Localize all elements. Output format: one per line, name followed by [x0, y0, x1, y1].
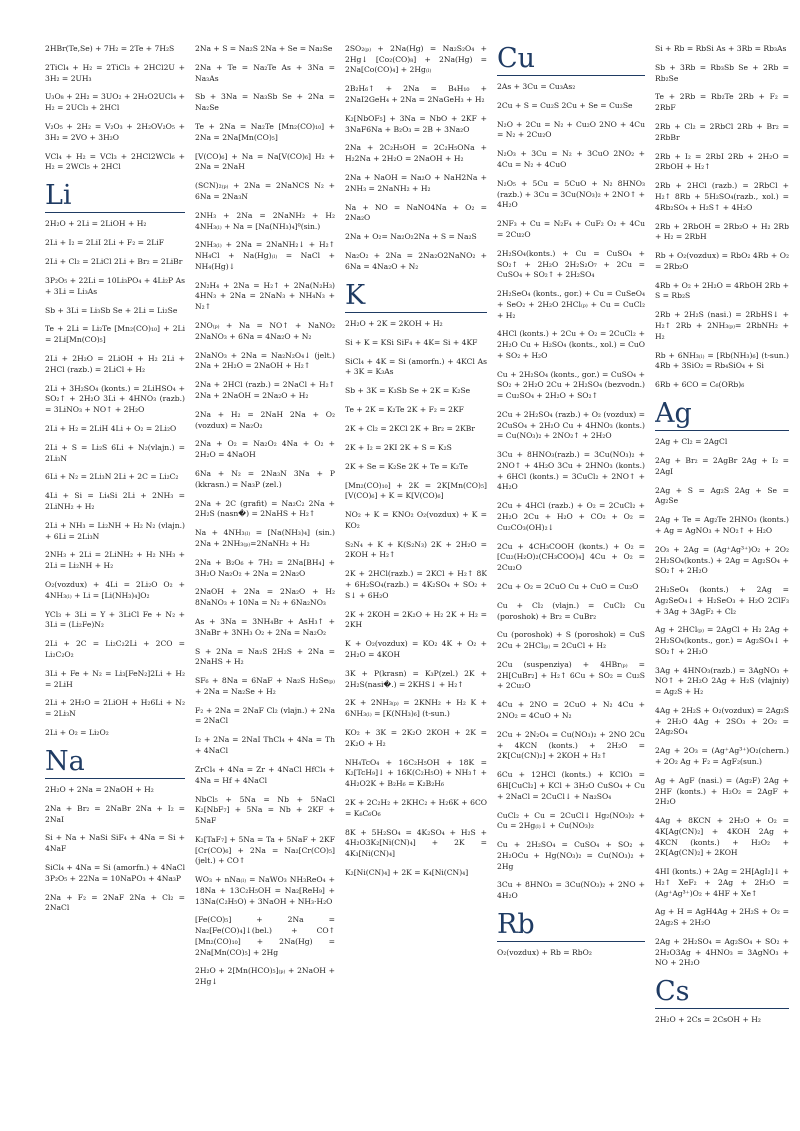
reaction-equation: 2Na + O₂= Na₂O₂2Na + S = Na₂S	[345, 232, 477, 242]
reaction-equation: 4HI (konts.) + 2Ag = 2H[AgI₂]↓ + H₂↑ XeF₂ + 2Ag + 2H₂O = (Ag⁺Ag³⁺)O₂ + 4HF + Xe↑	[655, 867, 789, 898]
reaction-equation: 2Na + S = Na₂S 2Na + Se = Na₂Se	[195, 44, 333, 53]
reaction-equation: Sb + 3Na = Na₃Sb Se + 2Na = Na₂Se	[195, 92, 335, 113]
reaction-equation: Te + 2K = K₂Te 2K + F₂ = 2KF	[345, 405, 464, 415]
reaction-equation: 4Li + Si = Li₄Si 2Li + 2NH₃ = 2LiNH₂ + H₂	[45, 491, 185, 511]
reaction-equation: 8K + 5H₂SO₄ = 4K₂SO₄ + H₂S + 4H₂O3K₂[Ni(CN)₄] + 2K = 4K₃[Ni(CN)₄]	[345, 827, 487, 858]
reaction-equation: N₂O₅ + 5Cu = 5CuO + N₂ 8HNO₃ (razb.) + 3Cu = 3Cu(NO₃)₂ + 2NO↑ + 4H₂O	[497, 178, 645, 210]
reaction-equation: Si + Rb = RbSi As + 3Rb = Rb₃As	[655, 44, 787, 53]
reaction-equation: Rb + O₂(vozdux) = RbO₂ 4Rb + O₂ = 2Rb₂O	[655, 251, 789, 271]
reaction-equation: 2Li + H₂ = 2LiH 4Li + O₂ = 2Li₂O	[45, 423, 177, 433]
reaction-equation: 2K + Cl₂ = 2KCl 2K + Br₂ = 2KBr	[345, 423, 475, 433]
element-heading: Rb	[497, 910, 645, 942]
reaction-equation: ZrCl₄ + 4Na = Zr + 4NaCl HfCl₄ + 4Na = Hf + 4NaCl	[195, 764, 335, 785]
reaction-equation: 2Na + F₂ = 2NaF 2Na + Cl₂ = 2NaCl	[45, 892, 185, 913]
reaction-equation: 2NO₍ₚ₎ + Na = NO↑ + NaNO₂ 2NaNO₃ + 6Na = 4Na₂O + N₂	[195, 321, 335, 341]
reaction-equation: 2Na + 2HCl (razb.) = 2NaCl + H₂↑ 2Na + 2NaOH = 2Na₂O + H₂	[195, 380, 335, 400]
reaction-equation: 2NF₃ + Cu = N₂F₄ + CuF₂ O₂ + 4Cu = 2Cu₂O	[497, 219, 645, 239]
reaction-equation: F₂ + 2Na = 2NaF Cl₂ (vlajn.) + 2Na = 2NaCl	[195, 705, 335, 726]
reaction-equation: 2H₂O + 2[Mn(HCO)₅]₍ₚ₎ + 2NaOH + 2Hg↓	[195, 966, 335, 987]
reaction-equation: YCl₃ + 3Li = Y + 3LiCl Fe + N₂ + 3Li = (Li₂Fe)N₂	[45, 609, 185, 630]
reaction-equation: N₂O + 2Cu = N₂ + Cu₂O 2NO + 4Cu = N₂ + 2Cu₂O	[497, 119, 645, 140]
reaction-equation: 3Li + Fe + N₂ = Li₃[FeN₂]2Li + H₂ = 2LiH	[45, 668, 185, 689]
reaction-equation: 2Li + S = Li₂S 6Li + N₂(vlajn.) = 2Li₃N	[45, 442, 185, 463]
reaction-equation: As + 3Na = 3NH₄Br + AsH₃↑ + 3NaBr + 3NH₃ O₂ + 2Na = Na₂O₂	[195, 616, 335, 637]
reaction-equation: 2Ag + Te = Ag₂Te 2HNO₃ (konts.) + Ag = AgNO₃ + NO₂↑ + H₂O	[655, 515, 789, 535]
reaction-equation: 2Rb + 2RbOH = 2Rb₂O + H₂ 2Rb + H₂ = 2RbH	[655, 221, 789, 242]
reaction-equation: S₂N₄ + K + K(S₂N₃) 2K + 2H₂O = 2KOH + H₂↑	[345, 539, 487, 560]
reaction-equation: 4Rb + O₂ + 2H₂O = 4RbOH 2Rb + S = Rb₂S	[655, 280, 789, 301]
reaction-equation: K₂[NbOF₅] + 3Na = NbO + 2KF + 3NaF6Na + B₂O₃ = 2B + 3Na₂O	[345, 113, 487, 134]
reaction-equation: SiCl₄ + 4Na = Si (amorfn.) + 4NaCl 3P₂O₅ + 22Na = 10NaPO₃ + 4Na₃P	[45, 863, 185, 883]
reaction-equation: 4Ag + 2H₂S + O₂(vozdux) = 2Ag₂S + 2H₂O 4Ag + 2SO₃ + 2O₂ = 2Ag₂SO₄	[655, 705, 789, 737]
reaction-equation: 4Ag + 8KCN + 2H₂O + O₂ = 4K[Ag(CN)₂] + 4KOH 2Ag + 4KCN (konts.) + H₂O₂ + 2K[Ag(CN)₂] + 2KOH	[655, 816, 789, 858]
reaction-equation: 2Na + Br₂ = 2NaBr 2Na + I₂ = 2NaI	[45, 803, 185, 824]
reaction-equation: Si + Na + NaSi SiF₄ + 4Na = Si + 4NaF	[45, 833, 185, 854]
reaction-equation: SF₆ + 8Na = 6NaF + Na₂S H₂Se₍ₚ₎ + 2Na = Na₂Se + H₂	[195, 676, 335, 696]
reaction-equation: 2Li + O₂ = Li₂O₂	[45, 728, 109, 738]
reaction-equation: NO₂ + K = KNO₂ O₂(vozdux) + K = KO₂	[345, 510, 487, 530]
reaction-equation: K₂[Ni(CN)₄] + 2K = K₄[Ni(CN)₄]	[345, 867, 469, 877]
reaction-equation: Cu + 2H₂SO₄ = CuSO₄ + SO₂ + 2H₂OCu + Hg(NO₃)₂ = Cu(NO₃)₂ + 2Hg	[497, 840, 645, 871]
reaction-equation: 2H₂O + 2K = 2KOH + H₂	[345, 318, 443, 328]
reaction-equation: 2NaOH + 2Na = 2Na₂O + H₂ 8NaNO₃ + 10Na = N₂ + 6Na₂NO₃	[195, 587, 335, 608]
reaction-equation: 2Cu + S = Cu₂S 2Cu + Se = Cu₂Se	[497, 100, 633, 110]
element-heading: Cs	[655, 977, 789, 1009]
reaction-equation: 2N₂H₄ + 2Na = H₂↑ + 2Na(N₂H₃) 4HN₃ + 2Na = 2NaN₃ + NH₄N₃ + N₂↑	[195, 280, 335, 312]
reaction-equation: Ag + AgF (nasі.) = (Ag₂F) 2Ag + 2HF (konts.) + H₂O₂ = 2AgF + 2H₂O	[655, 775, 789, 807]
text-column	[497, 44, 645, 1131]
reaction-equation: [Fe(CO)₅] + 2Na = Na₂[Fe(CO)₄]↓(bel.) + CO↑ [Mn₂(CO)₁₀] + 2Na(Hg) = 2Na[Mn(CO)₅] + 2Hg	[195, 915, 335, 957]
element-heading: Li	[45, 181, 185, 213]
reaction-equation: 2Cu + O₂ = 2CuO Cu + CuO = Cu₂O	[497, 581, 639, 591]
element-heading: Ag	[655, 399, 789, 431]
reaction-equation: Cu + 2H₂SO₄ (konts., gor.) = CuSO₄ + SO₂ + 2H₂O 2Cu + 2H₂SO₄ (bezvodn.) = Cu₂SO₄ + 2H₂O + SO₂↑	[497, 369, 645, 401]
reaction-equation: Na₂O₂ + 2Na = 2Na₂O2NaNO₂ + 6Na = 4Na₂O + N₂	[345, 251, 487, 271]
reaction-equation: 2K + 2KOH = 2K₂O + H₂ 2K + H₂ = 2KH	[345, 609, 487, 630]
reaction-equation: 2Rb + 2H₂S (nasі.) = 2RbHS↓ + H₂↑ 2Rb + 2NH₃₍ₚ₎= 2RbNH₂ + H₂	[655, 310, 789, 341]
reaction-equation: Si + K = KSi SiF₄ + 4K= Si + 4KF	[345, 337, 478, 347]
reaction-equation: Ag + H = AgH4Ag + 2H₂S + O₂ = 2Ag₂S + 2H₂O	[655, 907, 789, 928]
reaction-equation: U₃O₈ + 2H₂ = 3UO₂ + 2H₂O2UCl₄ + H₂ = 2UCl₃ + 2HCl	[45, 92, 185, 113]
reaction-equation: 2Rb + Cl₂ = 2RbCl 2Rb + Br₂ = 2RbBr	[655, 122, 789, 142]
reaction-equation: 2Li + 2H₂O = 2LiOH + H₂ 2Li + 2HCl (razb.) = 2LiCl + H₂	[45, 354, 185, 374]
element-heading: Na	[45, 747, 185, 779]
reaction-equation: 2Na + 2C (grafit) = Na₂C₂ 2Na + 2H₂S (nasn�) = 2NaHS + H₂↑	[195, 498, 335, 519]
reaction-equation: 2Na + 2C₂H₅OH = 2C₂H₅ONa + H₂2Na + 2H₂O = 2NaOH + H₂	[345, 143, 487, 164]
reaction-equation: 2HBr(Te,Se) + 7H₂ = 2Te + 7H₂S	[45, 44, 175, 53]
reaction-equation: 2Li + 3H₂SO₄ (konts.) = 2LiHSO₄ + SO₂↑ + 2H₂O 3Li + 4HNO₃ (razb.) = 3LiNO₃ + NO↑ + 2H₂O	[45, 383, 185, 415]
text-column	[195, 44, 335, 1131]
text-column	[345, 44, 487, 1131]
reaction-equation: Na + 4NH₃₍ₗ₎ = [Na(NH₃)₄] (sin.) 2Na + 2NH₃₍ₚ₎=2NaNH₂ + H₂	[195, 528, 335, 548]
reaction-equation: Cu + Cl₂ (vlajn.) = CuCl₂ Cu (poroshok) + Br₂ = CuBr₂	[497, 600, 645, 621]
reaction-equation: 2H₂SeO₄ (konts., gor.) + Cu = CuSeO₄ + SeO₂ + 2H₂O 2HCl₍ₚ₎ + Cu = CuCl₂ + H₂	[497, 289, 645, 320]
reaction-equation: 2Ag + S = Ag₂S 2Ag + Se = Ag₂Se	[655, 485, 789, 506]
reaction-equation: 2Rb + 2HCl (razb.) = 2RbCl + H₂↑ 8Rb + 5H₂SO₄(razb., xol.) = 4Rb₂SO₄ + H₂S↑ + 4H₂O	[655, 181, 789, 212]
reaction-equation: SiCl₄ + 4K = Si (amorfn.) + 4KCl As + 3K = K₃As	[345, 356, 487, 377]
reaction-equation: O₂(vozdux) + 4Li = 2Li₂O O₂ + 4NH₃₍ₗ₎ + Li = [Li(NH₃)₄]O₂	[45, 580, 185, 600]
reaction-equation: K₂[TaF₇] + 5Na = Ta + 5NaF + 2KF [Cr(CO)₆] + 2Na = Na₂[Cr(CO)₅] (jelt.) + CO↑	[195, 834, 335, 866]
reaction-equation: 2NH₃ + 2Na = 2NaNH₂ + H₂ 4NH₃₍ₗ₎ + Na = [Na(NH₃)₄]⁰(sin.)	[195, 210, 335, 231]
reaction-equation: 2Li + I₂ = 2LiI 2Li + F₂ = 2LiF	[45, 238, 165, 248]
reaction-equation: 2Na + Te = Na₂Te As + 3Na = Na₃As	[195, 62, 335, 83]
reaction-equation: 2Na + O₂ = Na₂O₂ 4Na + O₂ + 2H₂O = 4NaOH	[195, 439, 335, 460]
reaction-equation: 2Li + 2C = Li₂C₂2Li + 2CO = Li₂C₂O₂	[45, 639, 185, 659]
reaction-equation: 3Ag + 4HNO₃(razb.) = 3AgNO₃ + NO↑ + 2H₂O 2Ag + H₂S (vlajniy) = Ag₂S + H₂	[655, 665, 789, 697]
reaction-equation: 3P₂O₅ + 22Li = 10Li₃PO₄ + 4Li₂P As + 3Li = Li₃As	[45, 275, 185, 296]
reaction-equation: Sb + 3K = K₃Sb Se + 2K = K₂Se	[345, 386, 471, 396]
reaction-equation: [V(CO)₆] + Na = Na[V(CO)₆] H₂ + 2Na = 2NaH	[195, 151, 335, 172]
reaction-equation: 4HCl (konts.) + 2Cu + O₂ = 2CuCl₂ + 2H₂O Cu + H₂SO₄ (konts., xol.) = CuO + SO₂ + H₂O	[497, 329, 645, 360]
reaction-equation: 6Li + N₂ = 2Li₃N 2Li + 2C = Li₂C₂	[45, 472, 179, 482]
reaction-equation: 2Na + H₂ = 2NaH 2Na + O₂ (vozdux) = Na₂O₂	[195, 409, 335, 430]
reaction-equation: 2Li + 2H₂O = 2LiOH + H₂6Li + N₂ = 2Li₃N	[45, 698, 185, 719]
reaction-equation: Ag + 2HCl₍ₚ₎ = 2AgCl + H₂ 2Ag + 2H₂SO₄(konts., gor.) = Ag₂SO₄↓ + SO₂↑ + 2H₂O	[655, 625, 789, 656]
reaction-equation: 6Rb + 6CO = C₆(ORb)₆	[655, 380, 745, 390]
reaction-equation: 2Cu + 4HCl (razb.) + O₂ = 2CuCl₂ + 2H₂O 2Cu + H₂O + CO₂ + O₂ = Cu₂CO₃(OH)₂↓	[497, 501, 645, 532]
reaction-equation: 2Cu + 4CH₃COOH (konts.) + O₂ = [Cu₂(H₂O)₂(CH₃COO)₄] 4Cu + O₂ = 2Cu₂O	[497, 541, 645, 573]
reaction-equation: [Mn₂(CO)₁₀] + 2K = 2K[Mn(CO)₅] [V(CO)₆] + K = K[V(CO)₆]	[345, 480, 487, 501]
reaction-equation: Te + 2Rb = Rb₂Te 2Rb + F₂ = 2RbF	[655, 92, 789, 113]
reaction-equation: 3K + P(krasn) = K₃P(zel.) 2K + 2H₂S(nasі�.) = 2KHS↓ + H₂↑	[345, 668, 487, 689]
reaction-equation: NbCl₅ + 5Na = Nb + 5NaCl K₂[NbF₇] + 5Na = Nb + 2KF + 5NaF	[195, 794, 335, 825]
reaction-equation: K + O₂(vozdux) = KO₂ 4K + O₂ + 2H₂O = 4KOH	[345, 639, 487, 659]
reaction-equation: 2Na + B₂O₆ + 7H₂ = 2Na[BH₄] + 3H₂O Na₂O₂ + 2Na = 2Na₂O	[195, 557, 335, 578]
reaction-equation: 2B₂H₆↑ + 2Na = B₄H₁₀ + 2NaI2GeH₄ + 2Na = 2NaGeH₃ + H₂	[345, 84, 487, 104]
reaction-equation: (SCN)₂₍ₚ₎ + 2Na = 2NaNCS N₂ + 6Na = 2Na₃N	[195, 181, 335, 201]
reaction-equation: Te + 2Na = Na₂Te [Mn₂(CO)₁₀] + 2Na = 2Na[Mn(CO)₅]	[195, 122, 335, 142]
reaction-equation: 2SO₂₍ₚ₎ + 2Na(Hg) = Na₂S₂O₄ + 2Hg↓ [Co₂(CO)₈] + 2Na(Hg) = 2Na[Co(CO)₄] + 2Hg₍ₗ₎	[345, 44, 487, 75]
reaction-equation: CuCl₂ + Cu = 2CuCl↓ Hg₂(NO₃)₂ + Cu = 2Hg₍ₗ₎↓ + Cu(NO₃)₂	[497, 810, 645, 831]
reaction-equation: 2TiCl₄ + H₂ = 2TiCl₃ + 2HCl2U + 3H₂ = 2UH₃	[45, 62, 185, 83]
reaction-equation: 2Li + Cl₂ = 2LiCl 2Li + Br₂ = 2LiBr	[45, 257, 183, 267]
reaction-equation: Sb + 3Li = Li₃Sb Se + 2Li = Li₂Se	[45, 305, 178, 315]
reaction-equation: 2K + 2NH₃₍ₚ₎ = 2KNH₂ + H₂ K + 6NH₃₍ₗ₎ = [K(NH₃)₆] (t-sun.)	[345, 698, 487, 719]
text-column	[45, 44, 185, 1131]
element-heading: K	[345, 281, 487, 313]
reaction-equation: 2NaNO₃ + 2Na = Na₂N₂O₄↓ (jelt.) 2Na + 2H₂O = 2NaOH + H₂↑	[195, 350, 335, 371]
reaction-equation: Te + 2Li = Li₂Te [Mn₂(CO)₁₀] + 2Li = 2Li[Mn(CO)₅]	[45, 324, 185, 345]
reaction-equation: 3Cu + 8HNO₃ = 3Cu(NO₃)₂ + 2NO + 4H₂O	[497, 880, 645, 901]
reaction-equation: NH₄TcO₄ + 16C₂H₅OH + 18K = K₂[TcH₉]↓ + 16K(C₂H₅O) + NH₃↑ + 4H₂O2K + B₂H₆ = K₂B₂H₆	[345, 757, 487, 789]
reaction-equation: 2K + 2C₂H₂ + 2KHC₂ + H₂6K + 6CO = K₆C₆O₆	[345, 797, 487, 818]
reaction-equation: 2K + I₂ = 2KI 2K + S = K₂S	[345, 442, 452, 452]
reaction-equation: VCl₄ + H₂ = VCl₃ + 2HCl2WCl₆ + H₂ = 2WCl₅ + 2HCl	[45, 151, 185, 172]
reaction-equation: Na + NO = NaNO4Na + O₂ = 2Na₂O	[345, 202, 487, 223]
reaction-equation: 2H₂O + 2Li = 2LiOH + H₂	[45, 219, 147, 229]
reaction-equation: 2Cu (suspenziya) + 4HBr₍ₚ₎ = 2H[CuBr₂] + H₂↑ 6Cu + SO₂ = Cu₂S + 2Cu₂O	[497, 660, 645, 691]
reaction-equation: 2Rb + I₂ = 2RbI 2Rb + 2H₂O = 2RbOH + H₂↑	[655, 151, 789, 172]
reaction-equation: 2Ag + 2O₃ = (Ag⁺Ag³⁺)O₂(chern.) + 2O₂ Ag + F₂ = AgF₂(sun.)	[655, 746, 789, 766]
reaction-equation: 2Ag + Cl₂ = 2AgCl	[655, 437, 728, 447]
reaction-equation: 2H₂SO₄(konts.) + Cu = CuSO₄ + SO₂↑ + 2H₂O 2H₂S₂O₇ + 2Cu = CuSO₄ + SO₂↑ + 2H₂SO₄	[497, 248, 645, 280]
reaction-equation: 2O₃ + 2Ag = (Ag⁺Ag³⁺)O₂ + 2O₂ 2H₂SO₄(konts.) + 2Ag = Ag₂SO₄ + SO₂↑ + 2H₂O	[655, 544, 789, 576]
reaction-equation: 2NH₃ + 2Li = 2LiNH₂ + H₂ NH₃ + 2Li = Li₂NH + H₂	[45, 550, 185, 571]
reaction-equation: N₂O₃ + 3Cu = N₂ + 3CuO 2NO₂ + 4Cu = N₂ + 4CuO	[497, 149, 645, 170]
reaction-equation: 2Li + NH₃ = Li₂NH + H₂ N₂ (vlajn.) + 6Li = 2Li₃N	[45, 520, 185, 541]
reaction-equation: Cu (poroshok) + S (poroshok) = CuS 2Cu + 2HCl₍ₚ₎ = 2CuCl + H₂	[497, 630, 645, 651]
reaction-equation: S + 2Na = Na₂S 2H₂S + 2Na = 2NaHS + H₂	[195, 646, 335, 667]
reaction-equation: Rb + 6NH₃₍ₗ₎ = [Rb(NH₃)₆] (t-sun.) 4Rb + 3SiO₂ = Rb₄SiO₄ + Si	[655, 350, 789, 371]
reaction-equation: 4Cu + 2NO = 2CuO + N₂ 4Cu + 2NO₂ = 4CuO + N₂	[497, 700, 645, 721]
reaction-equation: 2Na + NaOH = Na₂O + NaH2Na + 2NH₃ = 2NaNH₂ + H₂	[345, 173, 487, 193]
reaction-equation: 2H₂O + 2Na = 2NaOH + H₂	[45, 784, 154, 794]
reaction-equation: 2Ag + Br₂ = 2AgBr 2Ag + I₂ = 2AgI	[655, 456, 789, 476]
reaction-equation: I₂ + 2Na = 2NaI ThCl₄ + 4Na = Th + 4NaCl	[195, 735, 335, 756]
reaction-equation: 2H₂O + 2Cs = 2CsOH + H₂	[655, 1015, 761, 1025]
reaction-equation: V₂O₅ + 2H₂ = V₂O₃ + 2H₂OV₂O₅ + 3H₂ = 2VO + 3H₂O	[45, 122, 185, 142]
reaction-equation: 2As + 3Cu = Cu₃As₂	[497, 82, 576, 91]
reaction-equation: 2H₂SeO₄ (konts.) + 2Ag = Ag₂SeO₄↓ + H₂SeO₃ + H₂O 2ClF₃ + 3Ag + 3AgF₂ + Cl₂	[655, 585, 789, 616]
reaction-equation: KO₂ + 3K = 2K₂O 2KOH + 2K = 2K₂O + H₂	[345, 728, 487, 748]
reaction-equation: 2Cu + 2H₂SO₄ (razb.) + O₂ (vozdux) = 2CuSO₄ + 2H₂O Cu + 4HNO₃ (konts.) = Cu(NO₃)₂ + 2NO₂↑ + 2H₂O	[497, 410, 645, 441]
reaction-equation: 2NH₃₍ₗ₎ + 2Na = 2NaNH₂↓ + H₂↑ NH₄Cl + Na(Hg)₍ₗ₎ = NaCl + NH₄(Hg)↓	[195, 240, 335, 271]
reaction-equation: 6Na + N₂ = 2Na₃N 3Na + P (kkrasn.) = Na₃P (zel.)	[195, 469, 335, 489]
reaction-equation: 3Cu + 8HNO₃(razb.) = 3Cu(NO₃)₂ + 2NO↑ + 4H₂O 3Cu + 2HNO₃ (konts.) + 6HCl (konts.) = 3CuCl₂ + 2NO↑ + 4H₂O	[497, 450, 645, 492]
reaction-equation: WO₃ + nNa₍ₗ₎ = NaWO₃ NH₃ReO₄ + 18Na + 13C₂H₅OH = Na₂[ReH₉] + 13Na(C₂H₅O) + 3NaOH + NH₃·H₂O	[195, 875, 335, 906]
reaction-equation: 2Ag + 2H₂SO₄ = Ag₂SO₄ + SO₂ + 2H₂O3Ag + 4HNO₃ = 3AgNO₃ + NO + 2H₂O	[655, 937, 789, 968]
reaction-equation: 6Cu + 12HCl (konts.) + KClO₃ = 6H[CuCl₂] + KCl + 3H₂O CuSO₄ + Cu + 2NaCl = 2CuCl↓ + Na₂SO₄	[497, 770, 645, 801]
reaction-equation: 2K + 2HCl(razb.) = 2KCl + H₂↑ 8K + 6H₂SO₄(razb.) = 4K₂SO₄ + SO₂ + S↓ + 6H₂O	[345, 569, 487, 600]
reaction-equation: 2K + Se = K₂Se 2K + Te = K₂Te	[345, 461, 468, 471]
reaction-equation: Sb + 3Rb = Rb₃Sb Se + 2Rb = Rb₂Se	[655, 62, 789, 83]
reaction-equation: 2Cu + 2N₂O₄ = Cu(NO₃)₂ + 2NO 2Cu + 4KCN (konts.) + 2H₂O = 2K[Cu(CN)₂] + 2KOH + H₂↑	[497, 729, 645, 761]
text-column	[655, 44, 789, 1131]
element-heading: Cu	[497, 44, 645, 76]
reaction-equation: O₂(vozdux) + Rb = RbO₂	[497, 947, 592, 957]
